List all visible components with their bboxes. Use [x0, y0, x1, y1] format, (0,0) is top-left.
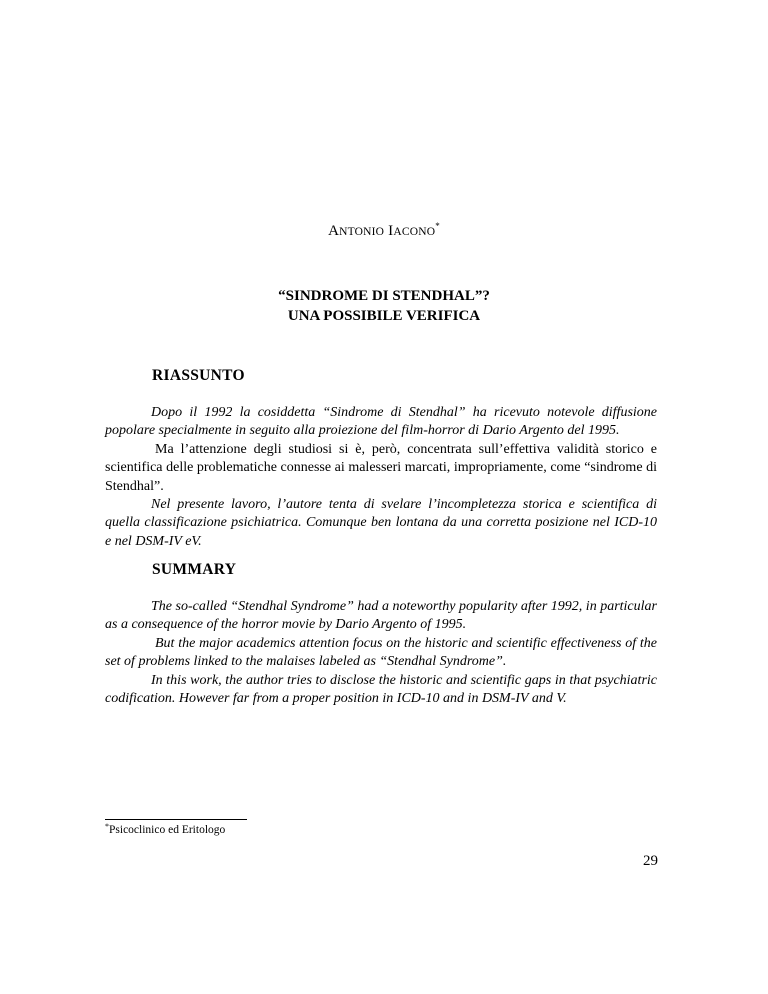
- paper-title: [0, 286, 768, 326]
- riassunto-heading: RIASSUNTO: [152, 367, 245, 384]
- author-footnote-marker: *: [435, 221, 440, 231]
- summary-paragraph-1: The so-called “Stendhal Syndrome” had a noteworthy popularity after 1992, in particular as a consequence of the horror movie by Dario Argento of 1995.: [105, 599, 657, 633]
- author-last-rest: ACONO: [393, 226, 436, 238]
- footnote-marker: *: [105, 822, 109, 831]
- footnote-text: Psicoclinico ed Eritologo: [109, 824, 226, 836]
- title-line-2: UNA POSSIBILE VERIFICA: [287, 308, 481, 324]
- riassunto-paragraph-2: Ma l’attenzione degli studiosi si è, però, concentrata sull’effettiva validità storico e scientifica delle problematiche connesse ai malesseri marcati, impropriamente, come “sindrome di Stendhal”.: [105, 441, 657, 494]
- summary-body: [105, 598, 657, 708]
- author-last-initial: I: [388, 223, 394, 239]
- riassunto-body: [105, 404, 657, 551]
- footnote-divider: [105, 819, 247, 820]
- title-line-1: “SINDROME DI STENDHAL”?: [278, 288, 490, 304]
- summary-paragraph-3: In this work, the author tries to disclose the historic and scientific gaps in that psychiatric codification. However far from a proper position in ICD-10 and in DSM-IV and V.: [105, 672, 657, 707]
- riassunto-paragraph-1: Dopo il 1992 la cosiddetta “Sindrome di Stendhal” ha ricevuto notevole diffusione popolare specialmente in seguito alla proiezione del film-horror di Dario Argento del 1995.: [105, 405, 657, 439]
- summary-heading: SUMMARY: [152, 561, 237, 578]
- riassunto-paragraph-3: Nel presente lavoro, l’autore tenta di svelare l’incompletezza storica e scientifica di quella classificazione psichiatrica. Comunque ben lontana da una corretta posizione nel ICD-10 e nel DSM-IV eV.: [105, 497, 657, 549]
- author-first-rest: NTONIO: [339, 226, 385, 238]
- page-number: 29: [643, 853, 658, 869]
- author-name: [0, 221, 768, 240]
- author-first-initial: A: [328, 223, 340, 239]
- footnote: [105, 822, 225, 836]
- summary-paragraph-2: But the major academics attention focus on the historic and scientific effectiveness of the set of problems linked to the malaises labeled as “Stendhal Syndrome”.: [105, 635, 657, 670]
